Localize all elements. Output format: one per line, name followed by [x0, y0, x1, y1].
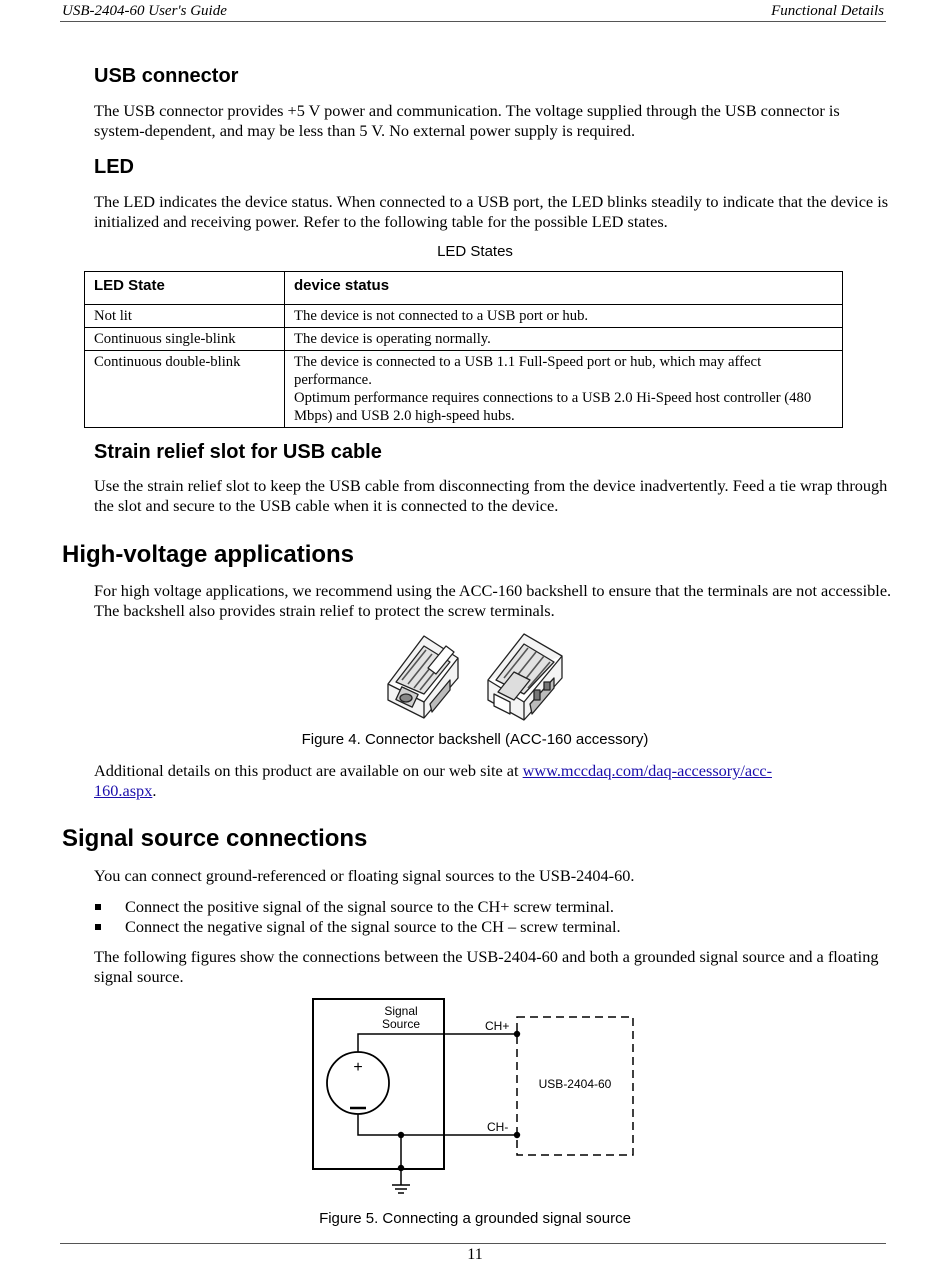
heading-strain-relief: Strain relief slot for USB cable — [94, 441, 382, 463]
ground-symbol-icon — [392, 1185, 410, 1193]
cell-led-state: Continuous single-blink — [85, 328, 285, 351]
running-header-section: Functional Details — [771, 3, 884, 19]
running-header-title: USB-2404-60 User's Guide — [62, 3, 227, 19]
device-label: USB-2404-60 — [538, 1077, 612, 1091]
status-text: The device is operating normally. — [294, 331, 491, 347]
paragraph-usb-connector: The USB connector provides +5 V power and communication. The voltage supplied through the USB connector is system-dependent, and may be less than 5 V. No external power supply is required. — [94, 101, 840, 140]
table-row — [85, 305, 843, 328]
signal-source-label: Signal — [384, 1004, 418, 1018]
led-states-table — [84, 271, 843, 428]
paragraph-signal-intro: You can connect ground-referenced or floating signal sources to the USB-2404-60. — [94, 866, 635, 885]
signal-source-box — [313, 999, 444, 1169]
additional-details-text: Additional details on this product are available on our web site at — [94, 761, 523, 780]
paragraph-figures-intro: The following figures show the connections between the USB-2404-60 and both a grounded signal source and a floating signal source. — [94, 947, 879, 986]
list-item — [94, 897, 894, 917]
column-header-device-status: device status — [285, 272, 843, 305]
ground-junction-node — [398, 1132, 404, 1138]
figure-4-caption: Figure 4. Connector backshell (ACC-160 accessory) — [301, 731, 649, 748]
figure-5-caption: Figure 5. Connecting a grounded signal source — [319, 1210, 631, 1227]
table-row — [85, 328, 843, 351]
column-header-led-state: LED State — [85, 272, 285, 305]
bullet-square-icon — [95, 924, 101, 930]
link-text-part-2[interactable]: 160.aspx — [94, 781, 153, 800]
footer-rule — [60, 1243, 886, 1244]
page-number: 11 — [467, 1246, 483, 1263]
heading-led: LED — [94, 156, 134, 178]
ground-lower-node — [398, 1165, 404, 1171]
ch-plus-node — [514, 1031, 520, 1037]
cell-led-state: Continuous double-blink — [85, 351, 285, 428]
ch-minus-label: CH- — [487, 1120, 509, 1134]
grounded-source-diagram — [300, 990, 650, 1205]
cell-led-state: Not lit — [85, 305, 285, 328]
ch-plus-label: CH+ — [485, 1019, 510, 1033]
header-rule — [60, 21, 886, 22]
backshell-left-image — [388, 636, 458, 718]
status-text: The device is connected to a USB 1.1 Full-Speed port or hub, which may affect performance. — [294, 354, 762, 388]
paragraph-high-voltage: For high voltage applications, we recommend using the ACC-160 backshell to ensure that the terminals are not accessible. The backshell also provides strain relief to protect the screw terminals. — [94, 581, 892, 620]
bullet-list — [94, 897, 894, 937]
list-item-text: Connect the positive signal of the signal source to the CH+ screw terminal. — [125, 897, 614, 916]
table-header-row — [85, 272, 843, 305]
status-text: Optimum performance requires connections to a USB 2.0 Hi-Speed host controller (480 Mbps) and USB 2.0 high-speed hubs. — [294, 390, 812, 424]
paragraph-led: The LED indicates the device status. When connected to a USB port, the LED blinks steadily to indicate that the device is initialized and receiving power. Refer to the following table for the possible LED states. — [94, 192, 889, 231]
list-item — [94, 917, 894, 937]
paragraph-additional-details — [94, 761, 894, 801]
heading-high-voltage: High-voltage applications — [62, 541, 355, 568]
heading-signal-source: Signal source connections — [62, 825, 368, 852]
signal-source-label: Source — [381, 1017, 421, 1031]
additional-details-period: . — [152, 781, 157, 800]
table-caption: LED States — [437, 243, 513, 260]
status-text: The device is not connected to a USB port or hub. — [294, 308, 589, 324]
backshell-figure — [384, 632, 566, 722]
plus-sign: + — [353, 1059, 363, 1076]
cell-device-status — [285, 328, 843, 351]
list-item-text: Connect the negative signal of the signal source to the CH – screw terminal. — [125, 917, 621, 936]
paragraph-strain-relief: Use the strain relief slot to keep the USB cable from disconnecting from the device inadvertently. Feed a tie wrap through the slot and secure to the USB cable when it is connected to the device. — [94, 476, 888, 515]
ch-minus-node — [514, 1132, 520, 1138]
link-text-part-1[interactable]: www.mccdaq.com/daq-accessory/acc- — [522, 761, 772, 780]
heading-usb-connector: USB connector — [94, 65, 239, 87]
ch-plus-wire — [358, 1034, 517, 1052]
cell-device-status — [285, 351, 843, 428]
bullet-square-icon — [95, 904, 101, 910]
cell-device-status — [285, 305, 843, 328]
table-row — [85, 351, 843, 428]
backshell-right-image — [488, 634, 562, 720]
